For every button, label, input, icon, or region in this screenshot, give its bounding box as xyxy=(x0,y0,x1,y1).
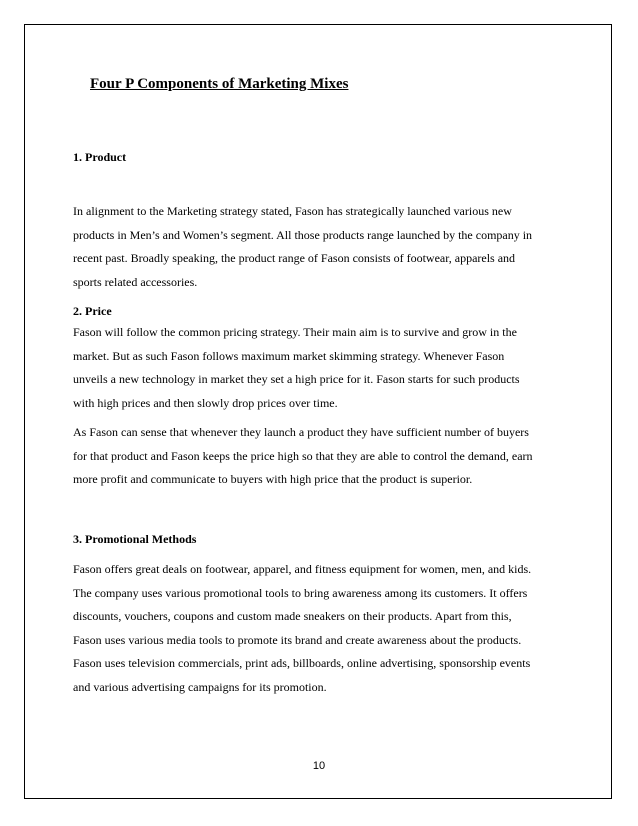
paragraph-line: and various advertising campaigns for its promotion. xyxy=(73,679,327,694)
paragraph-line: Fason offers great deals on footwear, apparel, and fitness equipment for women, men, and kids. xyxy=(73,562,532,576)
paragraph-line: discounts, vouchers, coupons and custom made sneakers on their products. Apart from this, xyxy=(73,609,512,623)
paragraph-line: recent past. Broadly speaking, the product range of Fason consists of footwear, apparels and xyxy=(73,251,516,265)
paragraph-line: Fason uses television commercials, print ads, billboards, online advertising, sponsorship events xyxy=(73,656,531,670)
paragraph-line: Fason uses various media tools to promote its brand and create awareness about the products. xyxy=(73,632,522,647)
page-title: Four P Components of Marketing Mixes xyxy=(90,76,349,92)
paragraph-line: more profit and communicate to buyers with high price that the product is superior. xyxy=(73,472,473,486)
price-heading: 2. Price xyxy=(73,304,112,318)
paragraph-line: sports related accessories. xyxy=(73,274,198,289)
page-number: 10 xyxy=(312,760,326,772)
promotion-heading: 3. Promotional Methods xyxy=(73,532,197,546)
paragraph-line: As Fason can sense that whenever they launch a product they have sufficient number of buyers xyxy=(73,425,529,439)
paragraph-line: Fason will follow the common pricing strategy. Their main aim is to survive and grow in the xyxy=(73,325,517,339)
paragraph-line: market. But as such Fason follows maximum market skimming strategy. Whenever Fason xyxy=(73,348,505,363)
paragraph-line: for that product and Fason keeps the price high so that they are able to control the demand, earn xyxy=(73,448,533,463)
price-paragraph-2 xyxy=(73,421,573,492)
promotion-paragraph xyxy=(73,558,573,699)
product-paragraph xyxy=(73,200,573,294)
paragraph-line: The company uses various promotional tools to bring awareness among its customers. It offers xyxy=(73,585,528,600)
paragraph-line: In alignment to the Marketing strategy stated, Fason has strategically launched various new xyxy=(73,204,512,218)
paragraph-line: unveils a new technology in market they set a high price for it. Fason starts for such products xyxy=(73,372,520,386)
price-paragraph-1 xyxy=(73,321,573,415)
paragraph-line: with high prices and then slowly drop prices over time. xyxy=(73,395,338,410)
product-heading: 1. Product xyxy=(73,150,127,164)
paragraph-line: products in Men’s and Women’s segment. All those products range launched by the company in xyxy=(73,227,533,242)
